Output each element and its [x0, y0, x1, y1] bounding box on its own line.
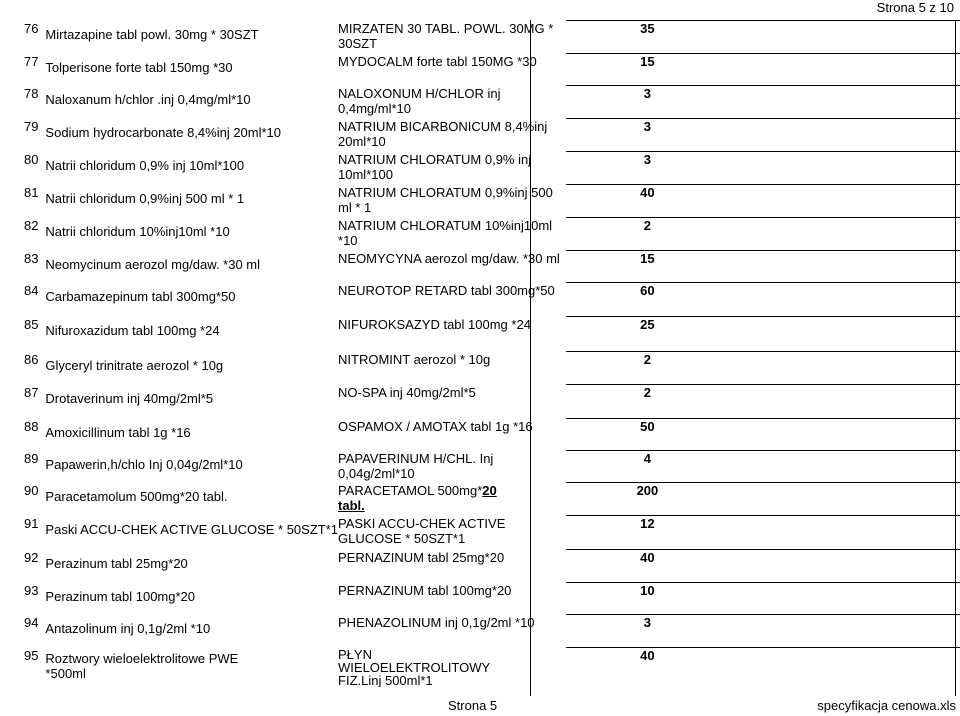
quantity: 15	[566, 54, 729, 86]
empty-cell	[729, 251, 960, 283]
empty-cell	[729, 21, 960, 54]
quantity: 3	[566, 86, 729, 119]
generic-name	[45, 550, 338, 583]
empty-cell	[729, 185, 960, 218]
empty-cell	[729, 152, 960, 185]
row-number: 94	[24, 614, 39, 630]
generic-name	[45, 86, 338, 119]
trade-name	[338, 119, 566, 152]
row-number: 87	[24, 384, 39, 400]
empty-cell	[729, 451, 960, 483]
trade-name-text: OSPAMOX / AMOTAX tabl 1g *16	[338, 418, 533, 434]
trade-name	[338, 185, 566, 218]
generic-name	[45, 583, 338, 615]
generic-name	[45, 648, 338, 687]
sheet-label: Strona 5	[448, 698, 498, 713]
row-number: 93	[24, 582, 39, 598]
generic-name-text: Paski ACCU-CHEK ACTIVE GLUCOSE * 50SZT*1	[45, 521, 339, 537]
trade-name-line: WIELOELEKTROLITOWY	[338, 659, 491, 675]
trade-name-line: FIZ.Linj 500ml*1	[338, 672, 433, 687]
generic-name-text: Carbamazepinum tabl 300mg*50	[45, 288, 236, 304]
generic-name-text: Neomycinum aerozol mg/daw. *30 ml	[45, 256, 261, 272]
table-row	[24, 419, 960, 451]
generic-name-text: Sodium hydrocarbonate 8,4%inj 20ml*10	[45, 124, 282, 140]
quantity: 3	[566, 152, 729, 185]
trade-name-text: NALOXONUM H/CHLOR inj 0,4mg/ml*10	[338, 85, 501, 116]
generic-name	[45, 21, 338, 54]
row-number: 82	[24, 217, 39, 233]
row-number: 92	[24, 549, 39, 565]
generic-name-line: *500ml	[45, 665, 86, 681]
generic-name-line: Roztwory wieloelektrolitowe PWE	[45, 650, 239, 666]
quantity: 25	[566, 317, 729, 352]
trade-name-text: NATRIUM CHLORATUM 0,9% inj 10ml*100	[338, 151, 532, 182]
empty-cell	[729, 419, 960, 451]
generic-name	[45, 218, 338, 251]
quantity: 40	[566, 550, 729, 583]
trade-name-text: PHENAZOLINUM inj 0,1g/2ml *10	[338, 614, 535, 630]
generic-name	[45, 385, 338, 419]
quantity: 35	[566, 21, 729, 54]
row-number: 89	[24, 450, 39, 466]
empty-cell	[729, 483, 960, 516]
generic-name	[45, 483, 338, 516]
row-number: 83	[24, 250, 39, 266]
table-row	[24, 516, 960, 550]
row-number: 79	[24, 118, 39, 134]
trade-name	[338, 385, 566, 419]
generic-name-text: Tolperisone forte tabl 150mg *30	[45, 59, 233, 75]
empty-cell	[729, 218, 960, 251]
generic-name-text: Paracetamolum 500mg*20 tabl.	[45, 488, 228, 504]
trade-name-text: NATRIUM BICARBONICUM 8,4%inj 20ml*10	[338, 118, 548, 149]
trade-name	[338, 583, 566, 615]
quantity: 2	[566, 385, 729, 419]
generic-name-text: Drotaverinum inj 40mg/2ml*5	[45, 390, 214, 406]
quantity: 12	[566, 516, 729, 550]
trade-name	[338, 419, 566, 451]
generic-name-text: Natrii chloridum 0,9% inj 10ml*100	[45, 157, 245, 173]
empty-cell	[729, 615, 960, 648]
price-specification-table	[24, 20, 960, 687]
empty-cell	[729, 550, 960, 583]
table-row	[24, 283, 960, 317]
trade-name-text: NEOMYCYNA aerozol mg/daw. *30 ml	[338, 250, 560, 266]
generic-name-text: Natrii chloridum 0,9%inj 500 ml * 1	[45, 190, 245, 206]
trade-name	[338, 483, 566, 516]
generic-name	[45, 119, 338, 152]
quantity: 200	[566, 483, 729, 516]
trade-name	[338, 251, 566, 283]
trade-name	[338, 451, 566, 483]
table-row	[24, 185, 960, 218]
trade-name-text: NATRIUM CHLORATUM 0,9%inj 500 ml * 1	[338, 184, 553, 215]
trade-name	[338, 615, 566, 648]
table-row	[24, 483, 960, 516]
quantity: 4	[566, 451, 729, 483]
trade-name-text: PASKI ACCU-CHEK ACTIVE GLUCOSE * 50SZT*1	[338, 515, 506, 546]
quantity: 40	[566, 185, 729, 218]
quantity: 3	[566, 119, 729, 152]
generic-name	[45, 352, 338, 385]
row-number: 78	[24, 85, 39, 101]
generic-name	[45, 451, 338, 483]
empty-cell	[729, 583, 960, 615]
trade-name	[338, 218, 566, 251]
quantity: 50	[566, 419, 729, 451]
row-number: 95	[24, 647, 39, 663]
empty-cell	[729, 317, 960, 352]
row-number: 85	[24, 316, 39, 332]
trade-name	[338, 648, 566, 687]
generic-name-text: Perazinum tabl 100mg*20	[45, 588, 196, 604]
trade-name-text: NIFUROKSAZYD tabl 100mg *24	[338, 316, 531, 332]
trade-name-text: MIRZATEN 30 TABL. POWL. 30MG * 30SZT	[338, 20, 554, 51]
table-row	[24, 119, 960, 152]
generic-name	[45, 185, 338, 218]
generic-name	[45, 54, 338, 86]
generic-name-text: Perazinum tabl 25mg*20	[45, 555, 188, 571]
quantity: 60	[566, 283, 729, 317]
trade-name-text: NATRIUM CHLORATUM 10%inj10ml *10	[338, 217, 553, 248]
row-number: 81	[24, 184, 39, 200]
table-row	[24, 152, 960, 185]
quantity: 10	[566, 583, 729, 615]
quantity: 40	[566, 648, 729, 687]
trade-name	[338, 283, 566, 317]
trade-name-text: PERNAZINUM tabl 100mg*20	[338, 582, 512, 598]
trade-name	[338, 317, 566, 352]
trade-name-text: NITROMINT aerozol * 10g	[338, 351, 491, 367]
trade-name	[338, 152, 566, 185]
row-number: 84	[24, 282, 39, 298]
table-row	[24, 583, 960, 615]
row-number: 77	[24, 53, 39, 69]
table-row	[24, 54, 960, 86]
empty-cell	[729, 283, 960, 317]
quantity: 2	[566, 218, 729, 251]
generic-name	[45, 615, 338, 648]
table-row	[24, 21, 960, 54]
table-row	[24, 218, 960, 251]
empty-cell	[729, 54, 960, 86]
trade-name-text: NEUROTOP RETARD tabl 300mg*50	[338, 282, 555, 298]
file-name: specyfikacja cenowa.xls	[817, 698, 956, 713]
trade-name-line: PŁYN	[338, 647, 372, 662]
trade-name-emph: 20	[482, 482, 497, 498]
row-number: 80	[24, 151, 39, 167]
trade-name	[338, 352, 566, 385]
table-row	[24, 615, 960, 648]
generic-name-text: Natrii chloridum 10%inj10ml *10	[45, 223, 230, 239]
generic-name	[45, 152, 338, 185]
generic-name-text: Antazolinum inj 0,1g/2ml *10	[45, 620, 211, 636]
generic-name-text: Mirtazapine tabl powl. 30mg * 30SZT	[45, 26, 259, 42]
generic-name	[45, 317, 338, 352]
table-row	[24, 648, 960, 687]
row-number: 90	[24, 482, 39, 498]
table-row	[24, 251, 960, 283]
generic-name-text: Naloxanum h/chlor .inj 0,4mg/ml*10	[45, 91, 251, 107]
empty-cell	[729, 648, 960, 687]
generic-name-text: Nifuroxazidum tabl 100mg *24	[45, 322, 220, 338]
table-row	[24, 385, 960, 419]
trade-name-text: PAPAVERINUM H/CHL. Inj 0,04g/2ml*10	[338, 450, 494, 481]
trade-name-text: MYDOCALM forte tabl 150MG *30	[338, 53, 537, 69]
empty-cell	[729, 352, 960, 385]
trade-name	[338, 54, 566, 86]
generic-name-text: Amoxicillinum tabl 1g *16	[45, 424, 191, 440]
trade-name	[338, 516, 566, 550]
table-row	[24, 550, 960, 583]
trade-name-text: NO-SPA inj 40mg/2ml*5	[338, 384, 476, 400]
trade-name	[338, 550, 566, 583]
trade-name	[338, 21, 566, 54]
trade-name	[338, 86, 566, 119]
row-number: 91	[24, 515, 39, 531]
quantity: 3	[566, 615, 729, 648]
table-row	[24, 317, 960, 352]
page-counter: Strona 5 z 10	[876, 0, 954, 15]
generic-name-text: Papawerin,h/chlo Inj 0,04g/2ml*10	[45, 456, 243, 472]
trade-name-emph: tabl.	[338, 497, 365, 513]
row-number: 88	[24, 418, 39, 434]
generic-name-text: Glyceryl trinitrate aerozol * 10g	[45, 357, 224, 373]
empty-cell	[729, 385, 960, 419]
trade-name-part: PARACETAMOL 500mg*	[338, 482, 483, 498]
generic-name	[45, 251, 338, 283]
generic-name	[45, 419, 338, 451]
table-row	[24, 352, 960, 385]
table-row	[24, 451, 960, 483]
row-number: 76	[24, 20, 39, 36]
empty-cell	[729, 119, 960, 152]
quantity: 2	[566, 352, 729, 385]
empty-cell	[729, 516, 960, 550]
quantity: 15	[566, 251, 729, 283]
generic-name	[45, 516, 338, 550]
trade-name-text: PERNAZINUM tabl 25mg*20	[338, 549, 505, 565]
empty-cell	[729, 86, 960, 119]
generic-name	[45, 283, 338, 317]
table-row	[24, 86, 960, 119]
row-number: 86	[24, 351, 39, 367]
